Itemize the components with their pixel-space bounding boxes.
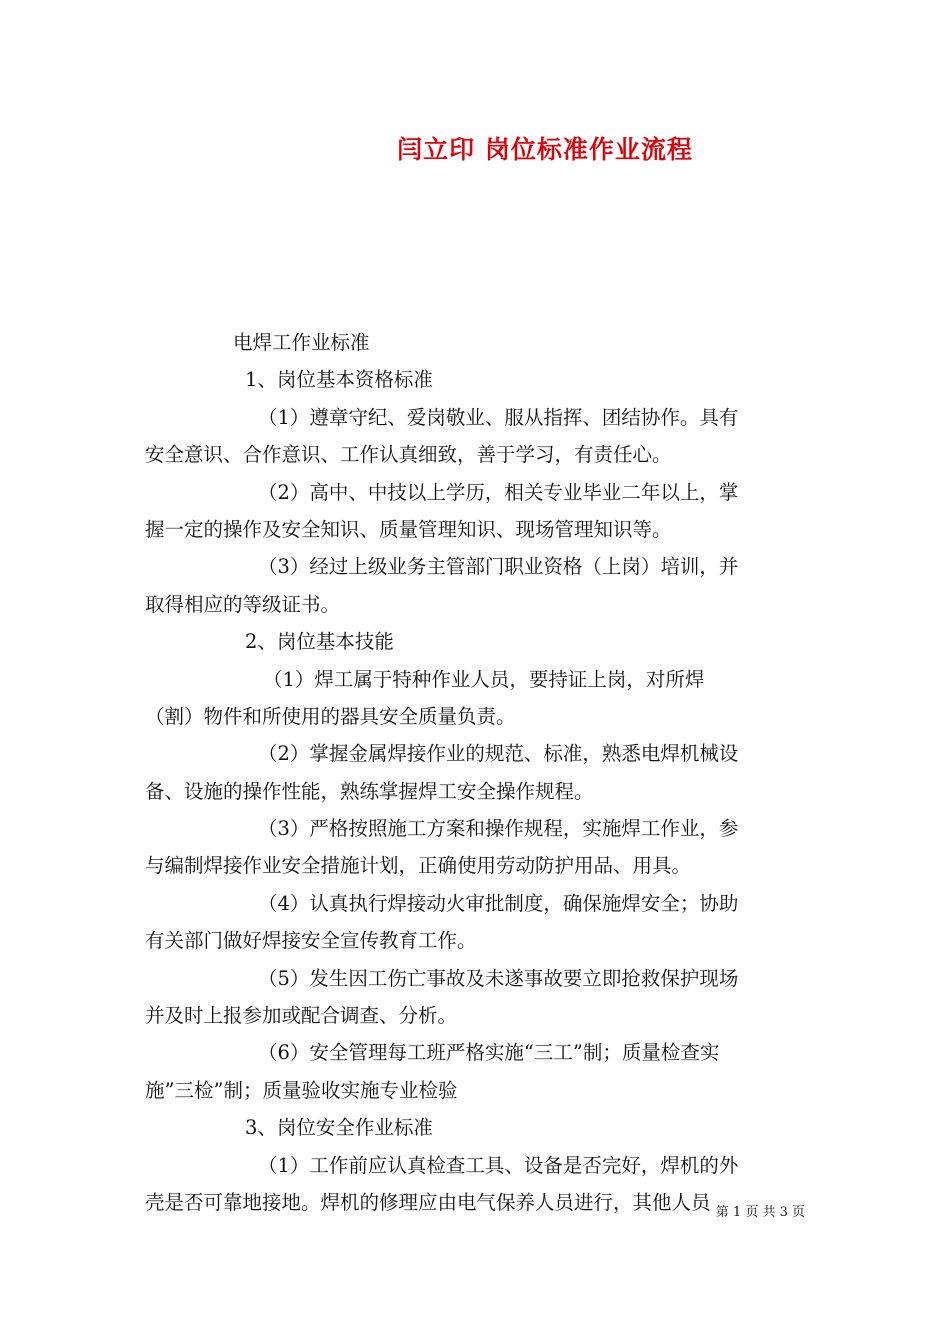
paragraph-line: （1）工作前应认真检查工具、设备是否完好，焊机的外 [258, 1153, 739, 1177]
section-heading: 电焊工作业标准 [233, 331, 370, 354]
paragraph-line: （1）焊工属于特种作业人员，要持证上岗，对所焊 [263, 667, 705, 691]
paragraph-line: 有关部门做好焊接安全宣传教育工作。 [145, 929, 477, 953]
paragraph-line: （1）遵章守纪、爱岗敬业、服从指挥、团结协作。具有 [258, 405, 739, 429]
paragraph-line: （6）安全管理每工班严格实施“三工”制；质量检查实 [258, 1041, 720, 1065]
subsection-heading: 1、岗位基本资格标准 [245, 368, 433, 392]
paragraph-line: 壳是否可靠地接地。焊机的修理应由电气保养人员进行，其他人员 [145, 1190, 711, 1214]
paragraph-line: （3）经过上级业务主管部门职业资格（上岗）培训，并 [258, 555, 739, 579]
paragraph-line: （2）高中、中技以上学历，相关专业毕业二年以上，掌 [258, 480, 739, 504]
paragraph-line: （割）物件和所使用的器具安全质量负责。 [145, 704, 516, 728]
paragraph-line: 备、设施的操作性能，熟练掌握焊工安全操作规程。 [145, 779, 594, 803]
paragraph-line: 取得相应的等级证书。 [145, 592, 341, 616]
paragraph-line: 握一定的操作及安全知识、质量管理知识、现场管理知识等。 [145, 517, 672, 541]
paragraph-line: 施”三检”制；质量验收实施专业检验 [145, 1078, 458, 1102]
paragraph-line: （5）发生因工伤亡事故及未遂事故要立即抢救保护现场 [258, 966, 739, 990]
paragraph-line: （4）认真执行焊接动火审批制度，确保施焊安全；协助 [258, 891, 739, 915]
paragraph-line: （3）严格按照施工方案和操作规程，实施焊工作业，参 [258, 817, 739, 841]
page-title: 闫立印 岗位标准作业流程 [397, 135, 693, 164]
document-body [145, 324, 808, 1221]
paragraph-line: 与编制焊接作业安全措施计划，正确使用劳动防护用品、用具。 [145, 854, 692, 878]
subsection-heading: 2、岗位基本技能 [245, 630, 394, 654]
paragraph-line: 安全意识、合作意识、工作认真细致，善于学习，有责任心。 [145, 443, 672, 467]
paragraph-line: （2）掌握金属焊接作业的规范、标准，熟悉电焊机械设 [258, 742, 739, 766]
paragraph-line: 并及时上报参加或配合调查、分析。 [145, 1004, 458, 1028]
subsection-heading: 3、岗位安全作业标准 [245, 1116, 433, 1140]
page-number: 第 1 页 共 3 页 [715, 1205, 805, 1220]
